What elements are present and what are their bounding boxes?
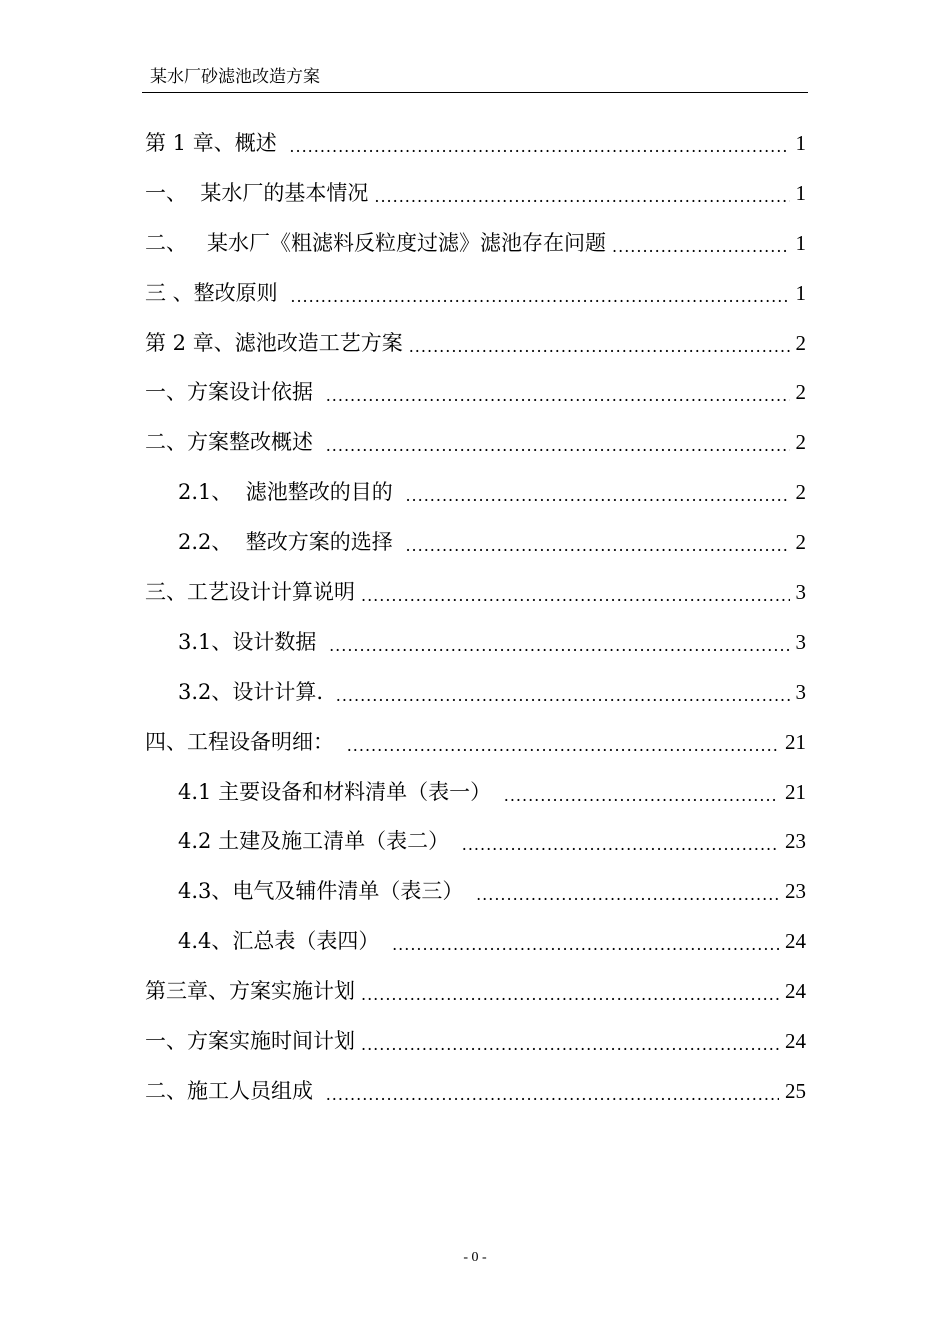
toc-dot-leader: [476, 880, 779, 910]
toc-entry-label: 二、施工人员组成: [145, 1078, 320, 1103]
toc-dot-leader: [326, 431, 790, 461]
toc-entry[interactable]: [145, 767, 806, 817]
page-header: [142, 66, 808, 93]
toc-dot-leader: [374, 182, 789, 212]
toc-entry-label: 3.1、设计数据: [178, 629, 324, 654]
toc-dot-leader: [612, 232, 789, 262]
toc-entry[interactable]: [145, 467, 806, 517]
toc-entry-label: 第三章、方案实施计划: [145, 979, 355, 1004]
toc-dot-leader: [409, 332, 790, 362]
toc-dot-leader: [336, 681, 790, 711]
toc-entry[interactable]: [145, 1016, 806, 1066]
toc-entry-page: 24: [785, 979, 806, 1004]
toc-entry[interactable]: [145, 168, 806, 218]
toc-entry-label: 4.2 土建及施工清单（表二）: [178, 829, 456, 854]
toc-entry-page: 23: [785, 879, 806, 904]
toc-entry-label: 第 1 章、概述: [145, 130, 284, 155]
toc-entry-page: 25: [785, 1078, 806, 1103]
toc-entry-label: 一、方案设计依据: [145, 380, 320, 405]
toc-entry-label: 3.2、设计计算.: [178, 679, 330, 704]
toc-entry-label: 一、方案实施时间计划: [145, 1028, 355, 1053]
toc-dot-leader: [289, 132, 789, 162]
toc-dot-leader: [361, 1030, 779, 1060]
toc-entry-label: 4.3、电气及辅件清单（表三）: [178, 879, 471, 904]
toc-entry[interactable]: [145, 517, 806, 567]
toc-dot-leader: [504, 781, 779, 811]
toc-dot-leader: [326, 1080, 779, 1110]
toc-entry-page: 2: [795, 330, 806, 355]
toc-entry-label: 四、工程设备明细：: [145, 729, 341, 754]
toc-entry-page: 1: [795, 180, 806, 205]
toc-entry[interactable]: [145, 318, 806, 368]
toc-entry[interactable]: [145, 1066, 806, 1116]
toc-entry-label: 2.1、 滤池整改的目的: [178, 480, 400, 505]
toc-dot-leader: [405, 481, 789, 511]
toc-entry-page: 1: [795, 230, 806, 255]
toc-entry-page: 2: [795, 530, 806, 555]
toc-entry-page: 1: [795, 130, 806, 155]
toc-dot-leader: [329, 631, 789, 661]
toc-entry[interactable]: [145, 118, 806, 168]
toc-entry-page: 2: [795, 380, 806, 405]
toc-entry-page: 24: [785, 929, 806, 954]
toc-entry-label: 三、工艺设计计算说明: [145, 579, 355, 604]
toc-dot-leader: [462, 830, 779, 860]
toc-entry-page: 24: [785, 1028, 806, 1053]
document-title: 某水厂砂滤池改造方案: [150, 67, 320, 87]
toc-entry[interactable]: [145, 617, 806, 667]
toc-entry[interactable]: [145, 667, 806, 717]
toc-entry[interactable]: [145, 367, 806, 417]
toc-entry[interactable]: [145, 916, 806, 966]
toc-entry-page: 23: [785, 829, 806, 854]
table-of-contents: [145, 118, 806, 1116]
toc-entry[interactable]: [145, 218, 806, 268]
toc-entry-page: 21: [785, 729, 806, 754]
toc-dot-leader: [361, 980, 779, 1010]
toc-entry-page: 3: [795, 629, 806, 654]
toc-dot-leader: [361, 581, 790, 611]
toc-entry[interactable]: [145, 717, 806, 767]
toc-dot-leader: [347, 731, 779, 761]
toc-entry[interactable]: [145, 417, 806, 467]
toc-entry-page: 1: [795, 280, 806, 305]
toc-entry-page: 3: [795, 679, 806, 704]
page-number: - 0 -: [463, 1250, 487, 1265]
toc-dot-leader: [290, 282, 789, 312]
toc-entry-label: 二、 某水厂《粗滤料反粒度过滤》滤池存在问题: [145, 230, 607, 255]
toc-entry-page: 21: [785, 779, 806, 804]
toc-entry-label: 4.1 主要设备和材料清单（表一）: [178, 779, 498, 804]
toc-entry-page: 2: [795, 430, 806, 455]
toc-entry-label: 第 2 章、滤池改造工艺方案: [145, 330, 403, 355]
toc-entry-page: 3: [795, 579, 806, 604]
toc-entry-page: 2: [795, 480, 806, 505]
toc-dot-leader: [326, 381, 790, 411]
toc-dot-leader: [392, 930, 779, 960]
toc-entry[interactable]: [145, 268, 806, 318]
toc-dot-leader: [405, 531, 789, 561]
toc-entry[interactable]: [145, 567, 806, 617]
toc-entry-label: 三 、整改原则: [145, 280, 285, 305]
toc-entry[interactable]: [145, 966, 806, 1016]
toc-entry-label: 一、 某水厂的基本情况: [145, 180, 369, 205]
toc-entry[interactable]: [145, 866, 806, 916]
toc-entry-label: 二、方案整改概述: [145, 430, 320, 455]
toc-entry-label: 2.2、 整改方案的选择: [178, 530, 400, 555]
toc-entry[interactable]: [145, 816, 806, 866]
toc-entry-label: 4.4、汇总表（表四）: [178, 929, 387, 954]
